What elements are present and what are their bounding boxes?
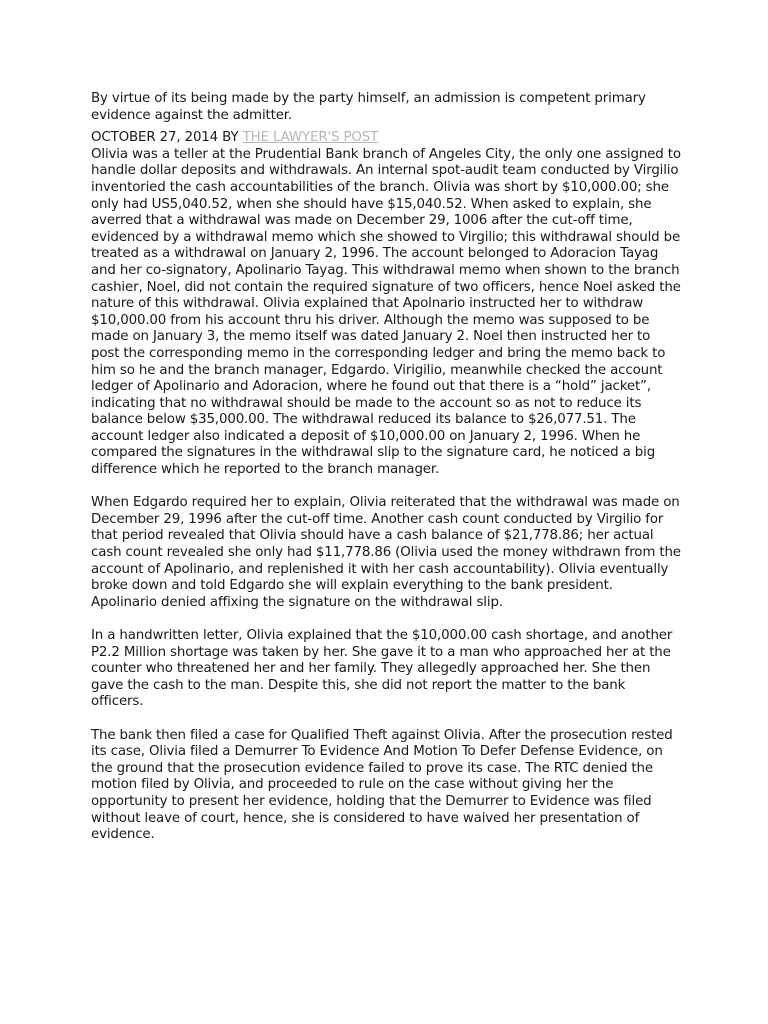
article-paragraph: Olivia was a teller at the Prudential Bank branch of Angeles City, the only one assigned to handle dollar deposits and withdrawals. An internal spot-audit team conducted by Virgilio inventoried the cash accountabilities of the branch. Olivia was short by $10,000.00; she only had US5,040.52, when she should have $15,040.52. When asked to explain, she averred that a withdrawal was made on December 29, 1006 after the cut-off time, evidenced by a withdrawal memo which she showed to Virgilio; this withdrawal should be treated as a withdrawal on January 2, 1996. The account belonged to Adoracion Tayag and her co-signatory, Apolinario Tayag. This withdrawal memo when shown to the branch cashier, Noel, did not contain the required signature of two officers, hence Noel asked the nature of this withdrawal. Olivia explained that Apolnario instructed her to withdraw $10,000.00 from his account thru his driver. Although the memo was supposed to be made on January 3, the memo itself was dated January 2. Noel then instructed her to post the corresponding memo in the corresponding ledger and bring the memo back to him so he and the branch manager, Edgardo. Virigilio, meanwhile checked the account ledger of Apolinario and Adoracion, where he found out that there is a “hold” jacket”, indicating that no withdrawal should be made to the account so as not to reduce its balance below $35,000.00. The withdrawal reduced its balance to $26,077.51. The account ledger also indicated a deposit of $10,000.00 on January 2, 1996. When he compared the signatures in the withdrawal slip to the signature card, he noticed a big difference which he reported to the branch manager. <box>91 146 681 478</box>
byline <box>91 130 681 147</box>
byline-by: BY <box>222 130 239 146</box>
article-paragraph: The bank then filed a case for Qualified Theft against Olivia. After the prosecution rested its case, Olivia filed a Demurrer To Evidence And Motion To Defer Defense Evidence, on the ground that the prosecution evidence failed to prove its case. The RTC denied the motion filed by Olivia, and proceeded to rule on the case without giving her the opportunity to present her evidence, holding that the Demurrer to Evidence was filed without leave of court, hence, she is considered to have waived her presentation of evidence. <box>91 727 673 843</box>
post-date: OCTOBER 27, 2014 <box>91 130 219 146</box>
author-link[interactable]: THE LAWYER'S POST <box>242 130 379 146</box>
article-lede: By virtue of its being made by the party himself, an admission is competent primary evidence against the admitter. <box>91 91 646 123</box>
article <box>91 91 681 860</box>
article-paragraph: When Edgardo required her to explain, Olivia reiterated that the withdrawal was made on December 29, 1996 after the cut-off time. Another cash count conducted by Virgilio for that period revealed that Olivia should have a cash balance of $21,778.86; her actual cash count revealed she only had $11,778.86 (Olivia used the money withdrawn from the account of Apolinario, and replenished it with her cash accountability). Olivia eventually broke down and told Edgardo she will explain everything to the bank president. Apolinario denied affixing the signature on the withdrawal slip. <box>91 495 681 610</box>
article-paragraph: In a handwritten letter, Olivia explained that the $10,000.00 cash shortage, and another P2.2 Million shortage was taken by her. She gave it to a man who approached her at the counter who threatened her and her family. They allegedly approached her. She then gave the cash to the man. Despite this, she did not report the matter to the bank officers. <box>91 628 673 710</box>
